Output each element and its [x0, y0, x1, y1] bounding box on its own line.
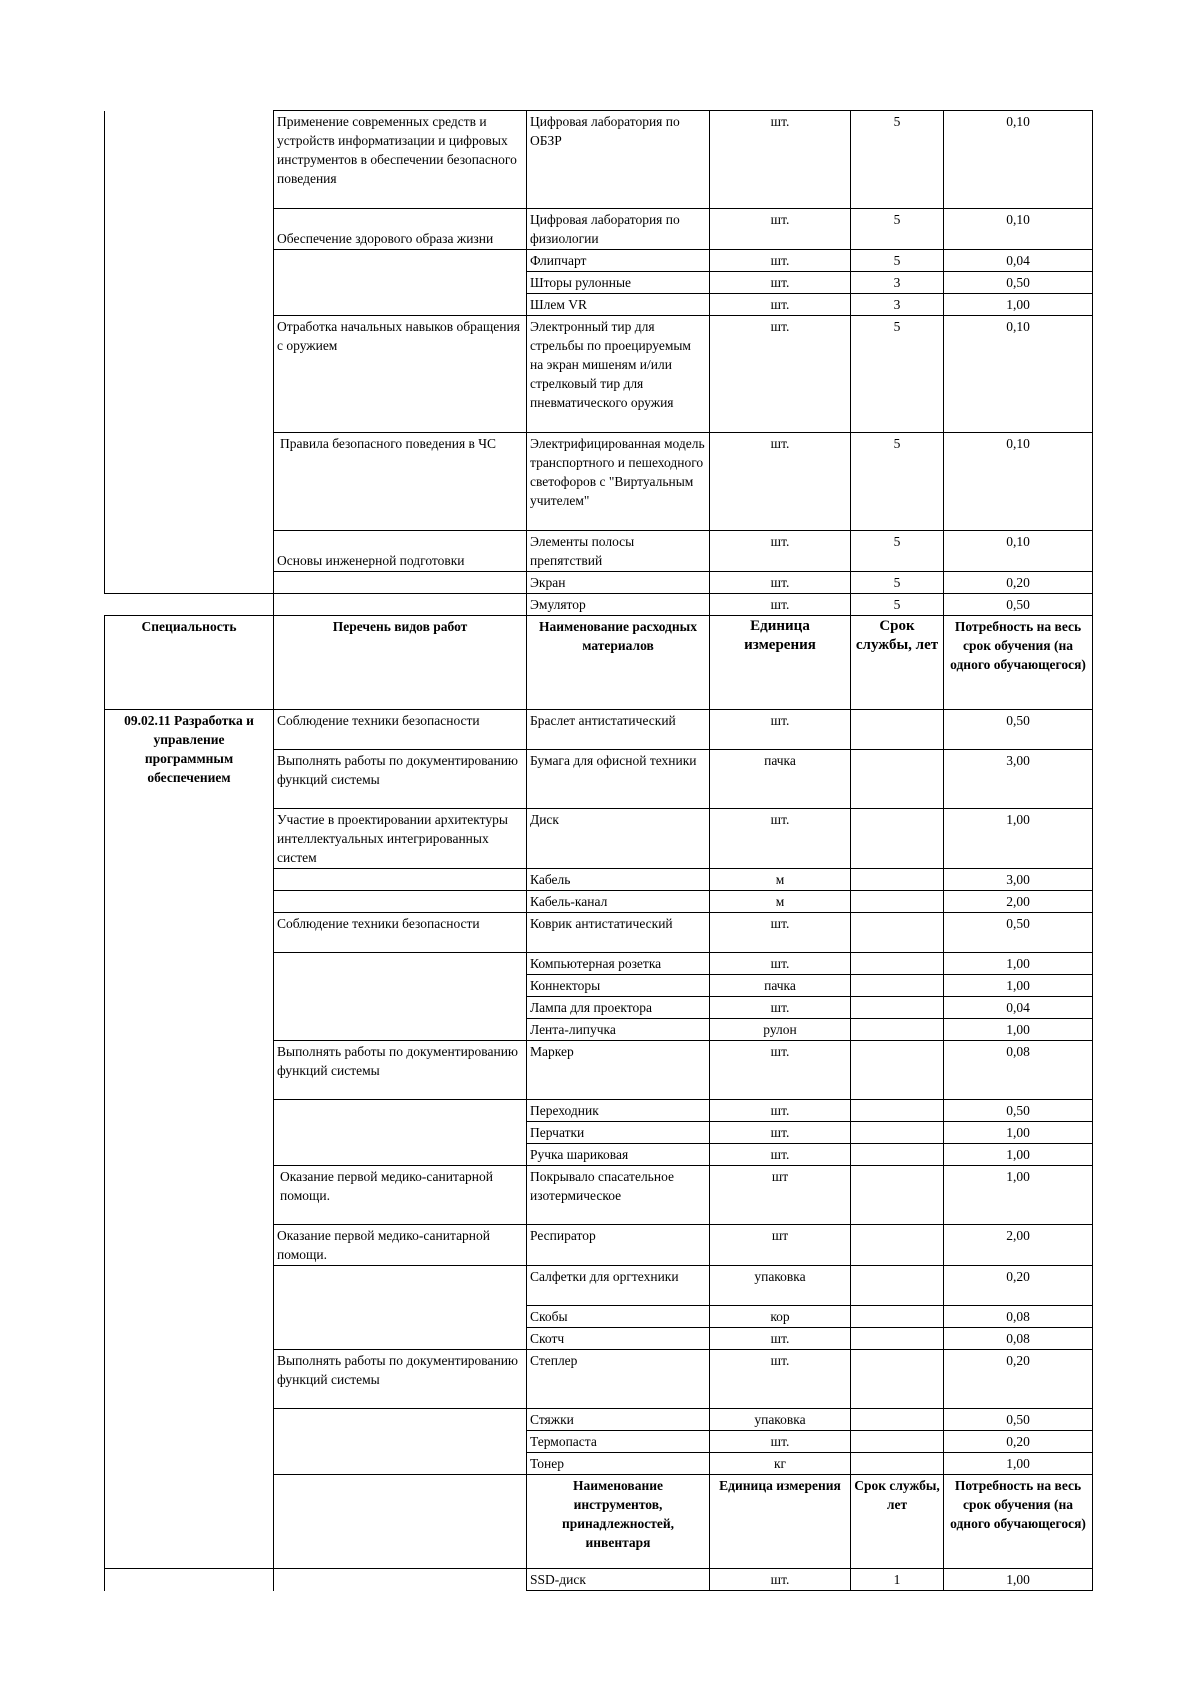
table-row — [105, 111, 1093, 209]
life-cell — [851, 1328, 944, 1350]
equipment-table — [104, 110, 1093, 1591]
unit-cell: м — [710, 869, 851, 891]
unit-cell: упаковка — [710, 1409, 851, 1431]
need-cell: 0,20 — [944, 572, 1093, 594]
work-cell — [274, 1569, 527, 1591]
work-cell: Основы инженерной подготовки — [274, 531, 527, 572]
life-cell — [851, 1122, 944, 1144]
life-cell — [851, 1166, 944, 1225]
item-cell: Салфетки для оргтехники — [527, 1266, 710, 1306]
work-cell: Участие в проектировании архитектуры интеллектуальных интегрированных систем — [274, 809, 527, 869]
need-cell: 0,20 — [944, 1350, 1093, 1409]
header-specialty: Специальность — [105, 616, 274, 710]
work-cell: Выполнять работы по документированию функций системы — [274, 1041, 527, 1100]
life-cell: 5 — [851, 209, 944, 250]
work-cell — [274, 1266, 527, 1350]
work-cell: Оказание первой медико-санитарной помощи. — [274, 1225, 527, 1266]
table-row — [105, 250, 1093, 272]
work-cell: Соблюдение техники безопасности — [274, 710, 527, 750]
work-cell: Обеспечение здорового образа жизни — [274, 209, 527, 250]
unit-cell: шт. — [710, 1569, 851, 1591]
life-cell: 3 — [851, 294, 944, 316]
specialty-cell — [105, 572, 274, 594]
life-cell — [851, 1019, 944, 1041]
need-cell: 1,00 — [944, 1166, 1093, 1225]
item-cell: Переходник — [527, 1100, 710, 1122]
life-cell — [851, 1453, 944, 1475]
unit-cell: кор — [710, 1306, 851, 1328]
item-cell: Перчатки — [527, 1122, 710, 1144]
work-cell: Применение современных средств и устройств информатизации и цифровых инструментов в обеспечении безопасного поведения — [274, 111, 527, 209]
work-cell — [274, 250, 527, 316]
life-cell — [851, 1144, 944, 1166]
life-cell — [851, 1041, 944, 1100]
need-cell: 1,00 — [944, 294, 1093, 316]
unit-cell: шт. — [710, 1328, 851, 1350]
table-row — [105, 433, 1093, 531]
table-row — [105, 710, 1093, 750]
need-cell: 0,50 — [944, 594, 1093, 616]
item-cell: Электронный тир для стрельбы по проецируемым на экран мишеням и/или стрелковый тир для пневматического оружия — [527, 316, 710, 433]
unit-cell: шт. — [710, 913, 851, 953]
unit-cell: шт. — [710, 572, 851, 594]
table-header-row — [105, 616, 1093, 710]
life-cell — [851, 1225, 944, 1266]
item-cell: Кабель — [527, 869, 710, 891]
need-cell: 1,00 — [944, 1453, 1093, 1475]
life-cell — [851, 891, 944, 913]
header-tools: Наименование инструментов, принадлежностей, инвентаря — [527, 1475, 710, 1569]
life-cell — [851, 710, 944, 750]
item-cell: SSD-диск — [527, 1569, 710, 1591]
unit-cell: шт. — [710, 209, 851, 250]
life-cell: 1 — [851, 1569, 944, 1591]
life-cell — [851, 1100, 944, 1122]
item-cell: Лента-липучка — [527, 1019, 710, 1041]
item-cell: Коврик антистатический — [527, 913, 710, 953]
specialty-cell — [105, 316, 274, 433]
life-cell: 5 — [851, 250, 944, 272]
unit-cell: шт. — [710, 1350, 851, 1409]
item-cell: Браслет антистатический — [527, 710, 710, 750]
life-cell: 5 — [851, 572, 944, 594]
item-cell: Стяжки — [527, 1409, 710, 1431]
specialty-cell — [105, 433, 274, 531]
need-cell: 0,10 — [944, 316, 1093, 433]
header-need: Потребность на весь срок обучения (на одного обучающегося) — [944, 616, 1093, 710]
item-cell: Шторы рулонные — [527, 272, 710, 294]
table-row — [105, 272, 1093, 294]
item-cell: Термопаста — [527, 1431, 710, 1453]
item-cell: Бумага для офисной техники — [527, 750, 710, 809]
life-cell: 5 — [851, 531, 944, 572]
header-life: Срок службы, лет — [851, 1475, 944, 1569]
life-cell — [851, 975, 944, 997]
item-cell: Эмулятор — [527, 594, 710, 616]
need-cell: 0,50 — [944, 710, 1093, 750]
need-cell: 0,04 — [944, 997, 1093, 1019]
item-cell: Ручка шариковая — [527, 1144, 710, 1166]
table-row — [105, 209, 1093, 250]
life-cell — [851, 913, 944, 953]
item-cell: Элементы полосы препятствий — [527, 531, 710, 572]
item-cell: Флипчарт — [527, 250, 710, 272]
item-cell: Покрывало спасательное изотермическое — [527, 1166, 710, 1225]
item-cell: Респиратор — [527, 1225, 710, 1266]
need-cell: 1,00 — [944, 809, 1093, 869]
header-materials: Наименование расходных материалов — [527, 616, 710, 710]
need-cell: 0,50 — [944, 1100, 1093, 1122]
item-cell: Электрифицированная модель транспортного и пешеходного светофоров с "Виртуальным учителем" — [527, 433, 710, 531]
unit-cell: шт. — [710, 316, 851, 433]
unit-cell: шт. — [710, 594, 851, 616]
table-row — [105, 572, 1093, 594]
header-unit: Единица измерения — [710, 616, 851, 710]
work-cell — [274, 1100, 527, 1166]
unit-cell: шт. — [710, 997, 851, 1019]
need-cell: 1,00 — [944, 953, 1093, 975]
need-cell: 0,08 — [944, 1041, 1093, 1100]
item-cell: Коннекторы — [527, 975, 710, 997]
life-cell: 5 — [851, 594, 944, 616]
work-cell — [274, 953, 527, 1041]
life-cell — [851, 809, 944, 869]
item-cell: Степлер — [527, 1350, 710, 1409]
item-cell: Цифровая лаборатория по физиологии — [527, 209, 710, 250]
specialty-cell — [105, 594, 274, 616]
header-unit: Единица измерения — [710, 1475, 851, 1569]
life-cell — [851, 1350, 944, 1409]
need-cell: 0,10 — [944, 531, 1093, 572]
work-cell: Соблюдение техники безопасности — [274, 913, 527, 953]
need-cell: 0,08 — [944, 1328, 1093, 1350]
life-cell — [851, 869, 944, 891]
table-row — [105, 316, 1093, 433]
unit-cell: кг — [710, 1453, 851, 1475]
unit-cell: пачка — [710, 750, 851, 809]
specialty-cell — [105, 1569, 274, 1591]
table-row — [105, 531, 1093, 572]
work-cell — [274, 1475, 527, 1569]
work-cell — [274, 572, 527, 594]
life-cell — [851, 750, 944, 809]
specialty-cell — [105, 272, 274, 294]
need-cell: 0,10 — [944, 433, 1093, 531]
table-row — [105, 594, 1093, 616]
need-cell: 0,10 — [944, 209, 1093, 250]
item-cell: Экран — [527, 572, 710, 594]
unit-cell: шт. — [710, 710, 851, 750]
need-cell: 0,10 — [944, 111, 1093, 209]
need-cell: 1,00 — [944, 1019, 1093, 1041]
item-cell: Маркер — [527, 1041, 710, 1100]
life-cell — [851, 1266, 944, 1306]
item-cell: Цифровая лаборатория по ОБЗР — [527, 111, 710, 209]
item-cell: Тонер — [527, 1453, 710, 1475]
unit-cell: шт. — [710, 1122, 851, 1144]
need-cell: 0,20 — [944, 1431, 1093, 1453]
life-cell: 5 — [851, 316, 944, 433]
work-cell: Оказание первой медико-санитарной помощи. — [274, 1166, 527, 1225]
item-cell: Лампа для проектора — [527, 997, 710, 1019]
item-cell: Диск — [527, 809, 710, 869]
unit-cell: рулон — [710, 1019, 851, 1041]
specialty-cell — [105, 209, 274, 250]
need-cell: 0,20 — [944, 1266, 1093, 1306]
need-cell: 2,00 — [944, 1225, 1093, 1266]
specialty-cell — [105, 111, 274, 209]
table-row — [105, 1569, 1093, 1591]
unit-cell: шт. — [710, 250, 851, 272]
need-cell: 0,08 — [944, 1306, 1093, 1328]
need-cell: 0,50 — [944, 272, 1093, 294]
life-cell: 3 — [851, 272, 944, 294]
need-cell: 1,00 — [944, 1144, 1093, 1166]
need-cell: 1,00 — [944, 1569, 1093, 1591]
header-need: Потребность на весь срок обучения (на одного обучающегося) — [944, 1475, 1093, 1569]
specialty-cell — [105, 531, 274, 572]
unit-cell: шт — [710, 1225, 851, 1266]
item-cell: Компьютерная розетка — [527, 953, 710, 975]
unit-cell: шт. — [710, 531, 851, 572]
life-cell: 5 — [851, 433, 944, 531]
need-cell: 1,00 — [944, 975, 1093, 997]
life-cell — [851, 1431, 944, 1453]
unit-cell: м — [710, 891, 851, 913]
unit-cell: шт. — [710, 433, 851, 531]
life-cell: 5 — [851, 111, 944, 209]
work-cell — [274, 594, 527, 616]
specialty-name: 09.02.11 Разработка и управление программным обеспечением — [105, 710, 274, 1569]
work-cell: Выполнять работы по документированию функций системы — [274, 750, 527, 809]
life-cell — [851, 997, 944, 1019]
table-row — [105, 294, 1093, 316]
unit-cell: шт. — [710, 809, 851, 869]
need-cell: 2,00 — [944, 891, 1093, 913]
item-cell: Шлем VR — [527, 294, 710, 316]
need-cell: 3,00 — [944, 750, 1093, 809]
life-cell — [851, 1409, 944, 1431]
unit-cell: шт. — [710, 1100, 851, 1122]
unit-cell: пачка — [710, 975, 851, 997]
need-cell: 1,00 — [944, 1122, 1093, 1144]
item-cell: Скобы — [527, 1306, 710, 1328]
unit-cell: шт. — [710, 1144, 851, 1166]
work-cell — [274, 1409, 527, 1475]
life-cell — [851, 1306, 944, 1328]
work-cell: Выполнять работы по документированию функций системы — [274, 1350, 527, 1409]
header-life: Срок службы, лет — [851, 616, 944, 710]
work-cell — [274, 869, 527, 891]
specialty-cell — [105, 250, 274, 272]
specialty-cell — [105, 294, 274, 316]
unit-cell: шт. — [710, 1431, 851, 1453]
unit-cell: шт. — [710, 1041, 851, 1100]
unit-cell: упаковка — [710, 1266, 851, 1306]
item-cell: Кабель-канал — [527, 891, 710, 913]
item-cell: Скотч — [527, 1328, 710, 1350]
unit-cell: шт. — [710, 953, 851, 975]
life-cell — [851, 953, 944, 975]
work-cell: Правила безопасного поведения в ЧС — [274, 433, 527, 531]
work-cell: Отработка начальных навыков обращения с оружием — [274, 316, 527, 433]
unit-cell: шт. — [710, 294, 851, 316]
need-cell: 3,00 — [944, 869, 1093, 891]
header-works: Перечень видов работ — [274, 616, 527, 710]
need-cell: 0,04 — [944, 250, 1093, 272]
work-cell — [274, 891, 527, 913]
need-cell: 0,50 — [944, 1409, 1093, 1431]
unit-cell: шт. — [710, 111, 851, 209]
need-cell: 0,50 — [944, 913, 1093, 953]
unit-cell: шт — [710, 1166, 851, 1225]
unit-cell: шт. — [710, 272, 851, 294]
